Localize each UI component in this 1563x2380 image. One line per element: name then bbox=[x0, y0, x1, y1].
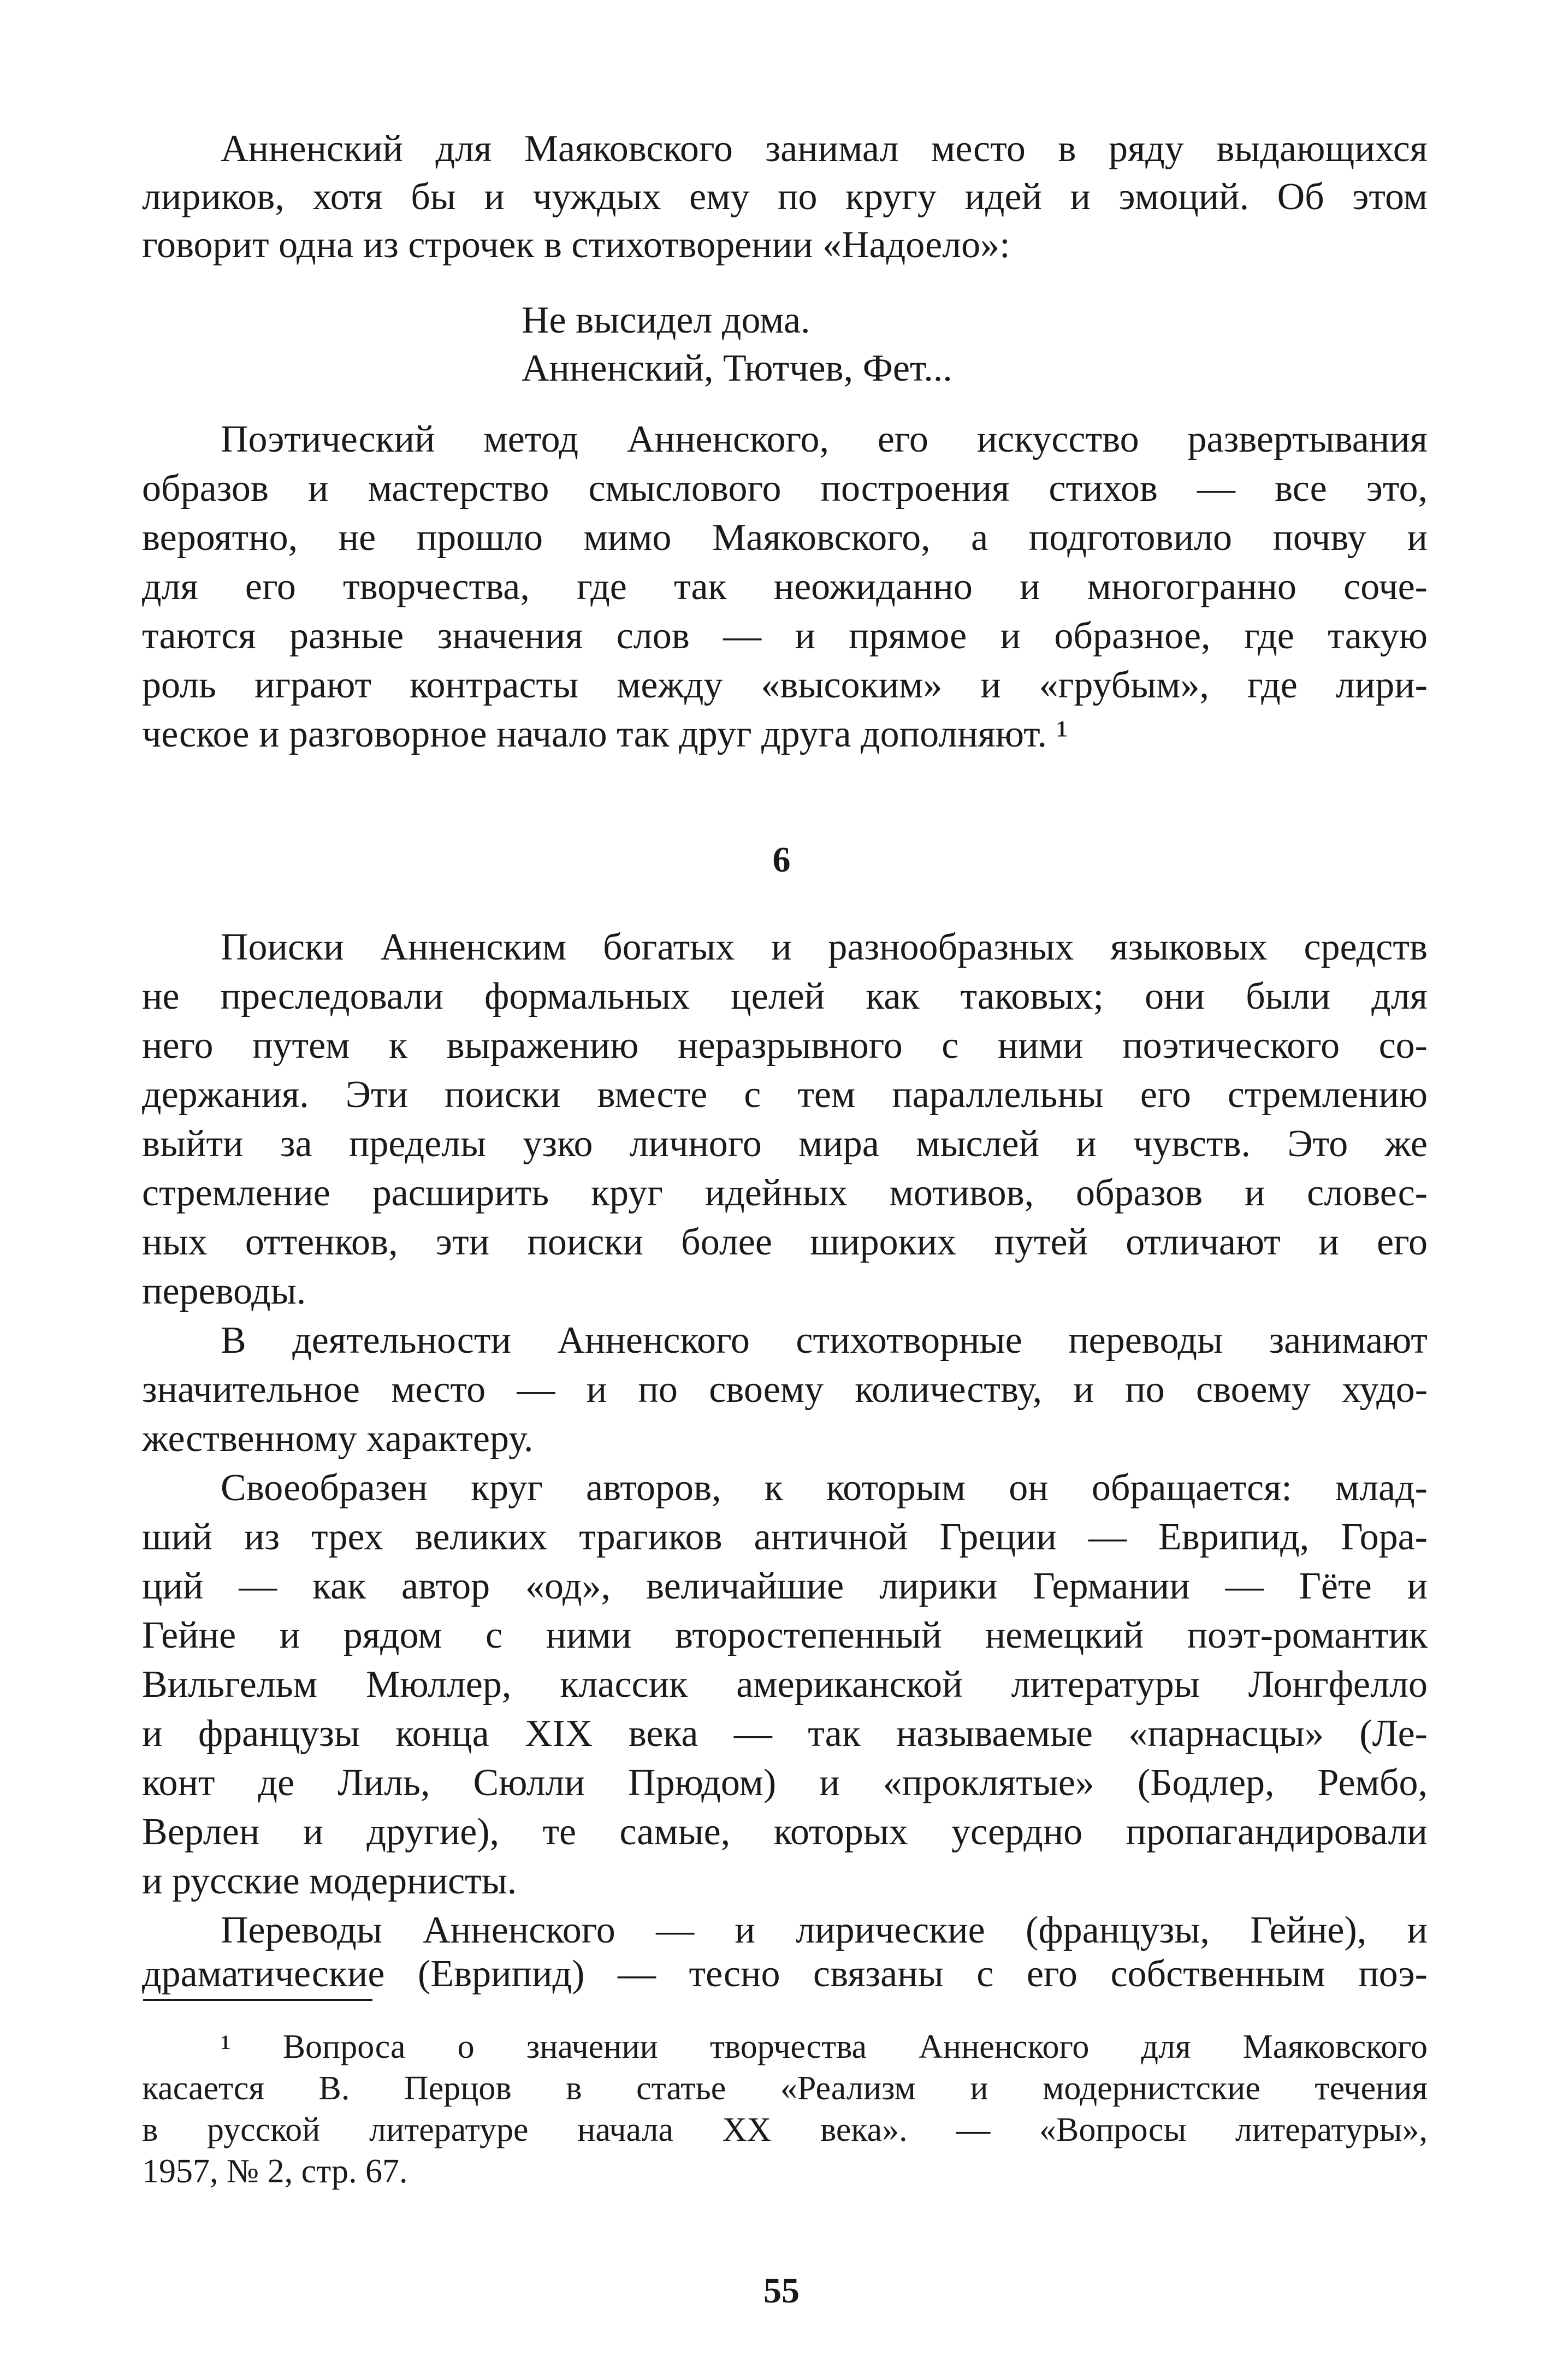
section-number: 6 bbox=[772, 840, 791, 880]
paragraph-3-line: ных оттенков, эти поиски более широких путей отличают и его bbox=[142, 1221, 1428, 1263]
paragraph-2-line: ческое и разговорное начало так друг друга дополняют. ¹ bbox=[142, 713, 1068, 755]
paragraph-5-line: Гейне и рядом с ними второстепенный немецкий поэт-романтик bbox=[142, 1614, 1428, 1656]
paragraph-4-line: В деятельности Анненского стихотворные переводы занимают bbox=[221, 1319, 1428, 1361]
verse-line: Анненский, Тютчев, Фет... bbox=[522, 347, 952, 389]
paragraph-6-line: Переводы Анненского — и лирические (французы, Гейне), и bbox=[221, 1909, 1428, 1951]
verse-line: Не высидел дома. bbox=[522, 299, 810, 341]
footnote-line: ¹ Вопроса о значении творчества Анненского для Маяковского bbox=[221, 2028, 1428, 2065]
footnote-line: касается В. Перцов в статье «Реализм и модернистские течения bbox=[142, 2070, 1428, 2107]
paragraph-5-line: конт де Лиль, Сюлли Прюдом) и «проклятые» (Бодлер, Рембо, bbox=[142, 1762, 1428, 1804]
paragraph-6-line: драматические (Еврипид) — тесно связаны с его собственным поэ- bbox=[142, 1953, 1428, 1995]
paragraph-3-line: выйти за пределы узко личного мира мыслей и чувств. Это же bbox=[142, 1123, 1428, 1165]
footnote-line: в русской литературе начала XX века». — «Вопросы литературы», bbox=[142, 2111, 1428, 2148]
paragraph-2-line: вероятно, не прошло мимо Маяковского, а подготовило почву и bbox=[142, 517, 1428, 559]
paragraph-3-line: держания. Эти поиски вместе с тем параллельны его стремлению bbox=[142, 1074, 1428, 1116]
paragraph-2-line: образов и мастерство смыслового построения стихов — все это, bbox=[142, 467, 1428, 510]
paragraph-2-line: роль играют контрасты между «высоким» и «грубым», где лири- bbox=[142, 664, 1428, 706]
paragraph-5-line: Верлен и другие), те самые, которых усердно пропагандировали bbox=[142, 1811, 1428, 1853]
paragraph-1-line: Анненский для Маяковского занимал место в ряду выдающихся bbox=[221, 128, 1428, 170]
paragraph-2-line: Поэтический метод Анненского, его искусство развертывания bbox=[221, 418, 1428, 460]
paragraph-5-line: и русские модернисты. bbox=[142, 1860, 517, 1902]
paragraph-3-line: него путем к выражению неразрывного с ними поэтического со- bbox=[142, 1025, 1428, 1067]
paragraph-3-line: не преследовали формальных целей как таковых; они были для bbox=[142, 975, 1428, 1017]
paragraph-4-line: значительное место — и по своему количеству, и по своему худо- bbox=[142, 1369, 1428, 1411]
paragraph-1-line: лириков, хотя бы и чуждых ему по кругу идей и эмоций. Об этом bbox=[142, 176, 1428, 218]
paragraph-4-line: жественному характеру. bbox=[142, 1418, 534, 1460]
paragraph-2-line: для его творчества, где так неожиданно и многогранно соче- bbox=[142, 566, 1428, 608]
paragraph-3-line: Поиски Анненским богатых и разнообразных языковых средств bbox=[221, 926, 1428, 968]
page-number: 55 bbox=[763, 2271, 800, 2311]
paragraph-1-line: говорит одна из строчек в стихотворении «Надоело»: bbox=[142, 224, 1010, 266]
paragraph-2-line: таются разные значения слов — и прямое и образное, где такую bbox=[142, 615, 1428, 657]
paragraph-5-line: и французы конца XIX века — так называемые «парнасцы» (Ле- bbox=[142, 1713, 1428, 1755]
paragraph-5-line: Вильгельм Мюллер, классик американской литературы Лонгфелло bbox=[142, 1663, 1428, 1706]
paragraph-3-line: стремление расширить круг идейных мотивов, образов и словес- bbox=[142, 1172, 1428, 1214]
paragraph-5-line: Своеобразен круг авторов, к которым он обращается: млад- bbox=[221, 1467, 1428, 1509]
footnote-line: 1957, № 2, стр. 67. bbox=[142, 2153, 408, 2190]
paragraph-5-line: ций — как автор «од», величайшие лирики Германии — Гёте и bbox=[142, 1565, 1428, 1607]
paragraph-3-line: переводы. bbox=[142, 1270, 306, 1312]
footnote-separator bbox=[143, 1999, 372, 2001]
paragraph-5-line: ший из трех великих трагиков античной Греции — Еврипид, Гора- bbox=[142, 1516, 1428, 1558]
